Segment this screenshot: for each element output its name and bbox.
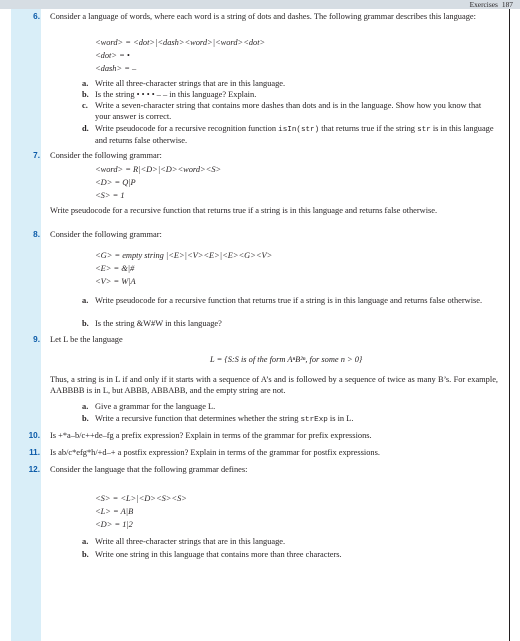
- exercise-9a-text: Give a grammar for the language L.: [95, 402, 216, 411]
- exercise-9b-part-2: is in L.: [327, 414, 354, 423]
- exercise-8-rule-2: <E> = &|#: [95, 264, 135, 273]
- exercise-6-rule-2: <dot> = •: [95, 51, 130, 60]
- exercise-9-intro: Let L be the language: [50, 335, 123, 344]
- exercise-9b-variable: strExp: [300, 416, 328, 424]
- exercise-6a-label: a.: [82, 79, 89, 88]
- exercise-6d-text: [95, 124, 498, 147]
- header-section-title: Exercises: [469, 0, 498, 9]
- exercise-6d-variable: str: [417, 126, 431, 134]
- exercise-8-rule-3: <V> = W|A: [95, 277, 136, 286]
- exercise-8b-text: Is the string &W#W in this language?: [95, 319, 222, 328]
- exercise-11-number: 11.: [29, 448, 40, 457]
- exercise-6d-label: d.: [82, 124, 89, 133]
- exercise-6a-text: Write all three-character strings that are in this language.: [95, 79, 286, 88]
- exercise-8b-label: b.: [82, 319, 89, 328]
- exercise-9b-label: b.: [82, 414, 89, 423]
- exercise-6c-text: Write a seven-character string that contains more dashes than dots and is in the language. Show how you know that your answer is correct.: [95, 101, 482, 121]
- exercise-10-number: 10.: [28, 431, 40, 440]
- exercise-12-intro: Consider the language that the following grammar defines:: [50, 465, 248, 474]
- exercise-6-number: 6.: [33, 12, 40, 21]
- exercise-9-paragraph: Thus, a string is in L if and only if it starts with a sequence of A’s and is followed by a sequence of twice as many B’s. For example, AABBBB is in L, but ABBB, ABBABB, and the empty string are not.: [50, 375, 498, 395]
- exercise-9-number: 9.: [33, 335, 40, 344]
- exercise-6-rule-1: <word> = <dot>|<dash><word>|<word><dot>: [95, 38, 266, 47]
- exercise-6-intro: Consider a language of words, where each word is a string of dots and dashes. The following grammar describes this language:: [50, 12, 476, 21]
- exercise-7-rule-1: <word> = R|<D>|<D><word><S>: [95, 165, 222, 174]
- exercise-6c-label: c.: [82, 101, 88, 110]
- exercise-8-intro: Consider the following grammar:: [50, 230, 162, 239]
- exercise-9a-label: a.: [82, 402, 89, 411]
- exercise-6-rule-3: <dash> = –: [95, 64, 137, 73]
- exercise-12-rule-2: <L> = A|B: [95, 507, 134, 516]
- exercise-7-intro: Consider the following grammar:: [50, 151, 162, 160]
- exercise-6d-part-2: that returns true if the string: [319, 124, 418, 133]
- exercise-12a-label: a.: [82, 537, 89, 546]
- exercise-8-rule-1: <G> = empty string |<E>|<V><E>|<E><G><V>: [95, 251, 273, 260]
- exercise-7-rule-3: <S> = 1: [95, 191, 125, 200]
- exercise-9-formula: L = {S:S is of the form AⁿB²ⁿ, for some n > 0}: [210, 355, 363, 364]
- exercise-7-rule-2: <D> = Q|P: [95, 178, 136, 187]
- exercise-12-number: 12.: [28, 465, 40, 474]
- exercise-8a-text: Write pseudocode for a recursive function that returns true if a string is in this language and returns false otherwise.: [95, 296, 483, 305]
- exercise-12-rule-3: <D> = 1|2: [95, 520, 133, 529]
- exercise-6b-label: b.: [82, 90, 89, 99]
- exercise-12a-text: Write all three-character strings that are in this language.: [95, 537, 286, 546]
- exercise-8-number: 8.: [33, 230, 40, 239]
- exercise-6d-function-name: isIn(str): [278, 126, 320, 134]
- exercise-6d-part-3: is in this language and returns false otherwise.: [95, 124, 494, 145]
- exercise-10-text: Is +*a–b/c++de–fg a prefix expression? Explain in terms of the grammar for prefix expressions.: [50, 431, 372, 440]
- exercise-7-number: 7.: [33, 151, 40, 160]
- exercise-12b-label: b.: [82, 550, 89, 559]
- exercise-9b-part-1: Write a recursive function that determines whether the string: [95, 414, 301, 423]
- exercise-8a-label: a.: [82, 296, 89, 305]
- exercise-11-text: Is ab/c*efg*h/+d–+ a postfix expression? Explain in terms of the grammar for postfix expressions.: [50, 448, 380, 457]
- exercise-6d-part-1: Write pseudocode for a recursive recognition function: [95, 124, 279, 133]
- page-number: 187: [501, 0, 513, 9]
- exercise-12b-text: Write one string in this language that contains more than three characters.: [95, 550, 342, 559]
- exercise-7-outro: Write pseudocode for a recursive function that returns true if a string is in this language and returns false otherwise.: [50, 206, 438, 215]
- exercise-6b-text: Is the string • • • • – – in this language? Explain.: [95, 90, 257, 99]
- exercise-9b-text: [95, 414, 498, 426]
- exercise-12-rule-1: <S> = <L>|<D><S><S>: [95, 494, 187, 503]
